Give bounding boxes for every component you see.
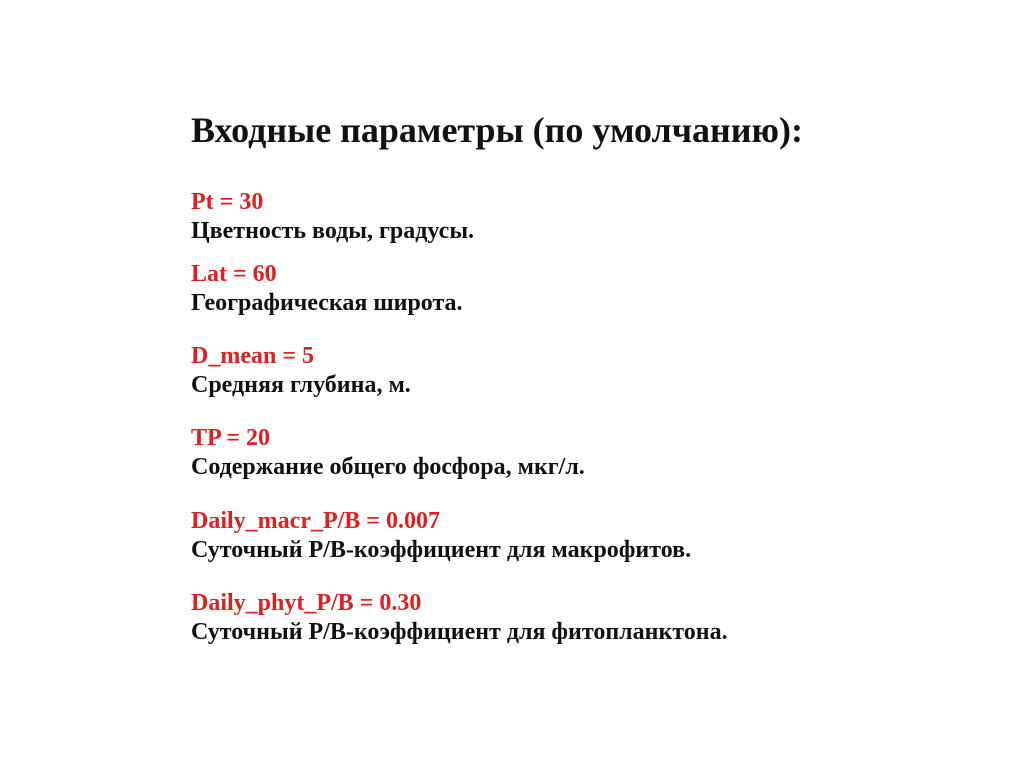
param-description: Средняя глубина, м. bbox=[191, 372, 411, 398]
slide-title: Входные параметры (по умолчанию): bbox=[191, 110, 803, 150]
param-daily-macr-pb bbox=[191, 507, 691, 565]
param-code: Daily_macr_P/B = 0.007 bbox=[191, 508, 440, 534]
param-code: Daily_phyt_P/B = 0.30 bbox=[191, 590, 422, 616]
param-description: Содержание общего фосфора, мкг/л. bbox=[191, 454, 585, 480]
param-lat bbox=[191, 260, 463, 318]
param-code: TP = 20 bbox=[191, 425, 271, 451]
param-description: Суточный P/B-коэффициент для фитопланктона. bbox=[191, 619, 728, 645]
param-description: Цветность воды, градусы. bbox=[191, 218, 475, 244]
param-tp bbox=[191, 424, 585, 482]
param-code: Lat = 60 bbox=[191, 261, 277, 287]
param-d-mean bbox=[191, 342, 411, 400]
param-code: Pt = 30 bbox=[191, 189, 264, 215]
param-code: D_mean = 5 bbox=[191, 343, 314, 369]
param-pt bbox=[191, 188, 474, 246]
param-description: Географическая широта. bbox=[191, 290, 463, 316]
param-description: Суточный P/B-коэффициент для макрофитов. bbox=[191, 537, 692, 563]
param-daily-phyt-pb bbox=[191, 589, 728, 647]
